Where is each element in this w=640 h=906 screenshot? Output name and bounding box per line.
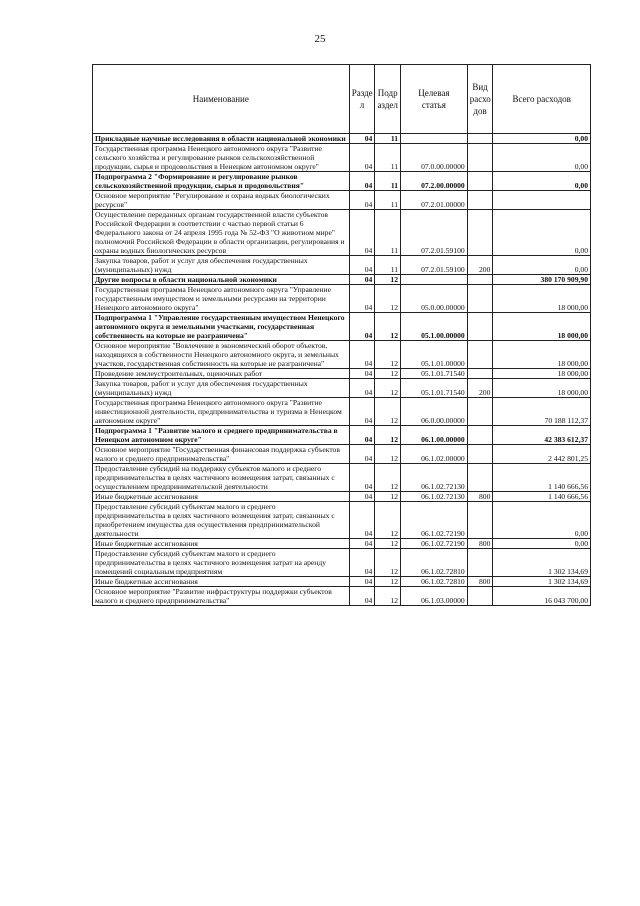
row-total: 18 000,00	[493, 341, 591, 369]
table-row	[93, 426, 591, 445]
header-expense-type: Вид расхо дов	[467, 65, 493, 134]
row-section: 04	[349, 549, 375, 577]
row-target	[401, 275, 468, 285]
row-name: Подпрограмма 1 "Развитие малого и среднего предпринимательства в Ненецком автономном округе"	[93, 426, 350, 445]
row-subsection: 12	[375, 275, 401, 285]
table-row	[93, 502, 591, 539]
row-expense-type	[467, 313, 493, 341]
table-row	[93, 134, 591, 144]
row-section: 04	[349, 398, 375, 426]
table-header-row	[93, 65, 591, 134]
header-section: Разде л	[349, 65, 375, 134]
row-total: 1 140 666,56	[493, 464, 591, 492]
row-expense-type	[467, 144, 493, 172]
table-row	[93, 539, 591, 549]
row-subsection: 11	[375, 210, 401, 256]
row-total: 2 442 801,25	[493, 445, 591, 464]
row-target: 06.1.02.72190	[401, 539, 468, 549]
row-expense-type	[467, 445, 493, 464]
row-name: Прикладные научные исследования в области национальной экономики	[93, 134, 350, 144]
row-expense-type	[467, 172, 493, 191]
row-total: 42 383 612,37	[493, 426, 591, 445]
row-target: 05.1.01.00000	[401, 341, 468, 369]
row-subsection: 12	[375, 341, 401, 369]
table-row	[93, 577, 591, 587]
row-subsection: 12	[375, 577, 401, 587]
row-name: Другие вопросы в области национальной экономики	[93, 275, 350, 285]
table-row	[93, 191, 591, 210]
table-row	[93, 256, 591, 275]
row-name: Предоставление субсидий субъектам малого и среднего предпринимательства в целях частичного возмещения затрат на аренду помещений социальным предприятиям	[93, 549, 350, 577]
row-subsection: 12	[375, 587, 401, 606]
row-expense-type	[467, 285, 493, 313]
row-subsection: 11	[375, 144, 401, 172]
row-section: 04	[349, 464, 375, 492]
row-target: 06.1.02.72190	[401, 502, 468, 539]
row-name: Иные бюджетные ассигнования	[93, 577, 350, 587]
row-section: 04	[349, 172, 375, 191]
table-row	[93, 445, 591, 464]
row-section: 04	[349, 275, 375, 285]
row-subsection: 11	[375, 134, 401, 144]
row-target: 06.1.02.72130	[401, 492, 468, 502]
row-name: Закупка товаров, работ и услуг для обеспечения государственных (муниципальных) нужд	[93, 256, 350, 275]
table-row	[93, 549, 591, 577]
row-name: Проведение землеустроительных, оценочных работ	[93, 369, 350, 379]
row-expense-type	[467, 369, 493, 379]
row-section: 04	[349, 341, 375, 369]
table-row	[93, 587, 591, 606]
row-target: 07.2.01.59100	[401, 210, 468, 256]
row-subsection: 12	[375, 285, 401, 313]
row-expense-type: 200	[467, 379, 493, 398]
row-name: Основное мероприятие "Вовлечение в экономический оборот объектов, находящихся в собственности Ненецкого автономного округа, и земельных участков, государственная собственность на которые не разграничена"	[93, 341, 350, 369]
row-total: 1 302 134,69	[493, 577, 591, 587]
row-target: 07.2.01.00000	[401, 191, 468, 210]
row-name: Основное мероприятие "Регулирование и охрана водных биологических ресурсов"	[93, 191, 350, 210]
row-total	[493, 191, 591, 210]
row-target: 06.1.03.00000	[401, 587, 468, 606]
row-section: 04	[349, 144, 375, 172]
row-section: 04	[349, 256, 375, 275]
table-row	[93, 341, 591, 369]
table-row	[93, 172, 591, 191]
row-target: 05.1.01.71540	[401, 379, 468, 398]
row-expense-type	[467, 426, 493, 445]
row-expense-type	[467, 275, 493, 285]
row-total: 0,00	[493, 172, 591, 191]
row-total: 0,00	[493, 539, 591, 549]
row-subsection: 12	[375, 502, 401, 539]
row-name: Государственная программа Ненецкого автономного округа "Развитие сельского хозяйства и регулирование рынков сельскохозяйственной продукции, сырья и продовольствия в Ненецком автономном округе"	[93, 144, 350, 172]
row-target: 05.1.00.00000	[401, 313, 468, 341]
row-total: 18 000,00	[493, 285, 591, 313]
row-target: 06.1.02.72130	[401, 464, 468, 492]
row-section: 04	[349, 191, 375, 210]
table-row	[93, 210, 591, 256]
table-row	[93, 313, 591, 341]
row-section: 04	[349, 445, 375, 464]
row-expense-type	[467, 398, 493, 426]
row-target: 06.0.00.00000	[401, 398, 468, 426]
table-row	[93, 398, 591, 426]
row-target	[401, 134, 468, 144]
row-target: 06.1.02.72810	[401, 549, 468, 577]
row-expense-type: 800	[467, 492, 493, 502]
budget-table	[92, 64, 591, 606]
row-subsection: 12	[375, 313, 401, 341]
row-target: 05.0.00.00000	[401, 285, 468, 313]
row-target: 06.1.02.72810	[401, 577, 468, 587]
row-name: Предоставление субсидий субъектам малого и среднего предпринимательства в целях частичного возмещения затрат, связанных с приобретением имущества для осуществления предпринимательской деятельности	[93, 502, 350, 539]
row-total: 1 302 134,69	[493, 549, 591, 577]
row-name: Подпрограмма 2 "Формирование и регулирование рынков сельскохозяйственной продукции, сырья и продовольствия"	[93, 172, 350, 191]
row-subsection: 12	[375, 398, 401, 426]
row-section: 04	[349, 210, 375, 256]
row-name: Закупка товаров, работ и услуг для обеспечения государственных (муниципальных) нужд	[93, 379, 350, 398]
row-target: 05.1.01.71540	[401, 369, 468, 379]
row-total: 1 140 666,56	[493, 492, 591, 502]
row-name: Основное мероприятие "Государственная финансовая поддержка субъектов малого и среднего предпринимательства"	[93, 445, 350, 464]
row-name: Иные бюджетные ассигнования	[93, 492, 350, 502]
row-total: 0,00	[493, 144, 591, 172]
row-section: 04	[349, 369, 375, 379]
row-expense-type	[467, 464, 493, 492]
row-expense-type	[467, 502, 493, 539]
row-expense-type: 800	[467, 577, 493, 587]
row-total: 380 170 909,90	[493, 275, 591, 285]
header-name: Наименование	[93, 65, 350, 134]
row-name: Иные бюджетные ассигнования	[93, 539, 350, 549]
row-total: 0,00	[493, 256, 591, 275]
row-expense-type	[467, 191, 493, 210]
table-row	[93, 285, 591, 313]
table-row	[93, 275, 591, 285]
table-row	[93, 492, 591, 502]
row-target: 06.1.00.00000	[401, 426, 468, 445]
row-subsection: 11	[375, 172, 401, 191]
row-expense-type: 800	[467, 539, 493, 549]
row-expense-type	[467, 341, 493, 369]
row-section: 04	[349, 379, 375, 398]
row-name: Подпрограмма 1 "Управление государственным имуществом Ненецкого автономного округа и земельными участками, государственная собственность на которые не разграничена"	[93, 313, 350, 341]
row-subsection: 12	[375, 426, 401, 445]
row-section: 04	[349, 313, 375, 341]
table-row	[93, 379, 591, 398]
row-total: 18 000,00	[493, 379, 591, 398]
row-subsection: 11	[375, 191, 401, 210]
row-section: 04	[349, 577, 375, 587]
header-total: Всего расходов	[493, 65, 591, 134]
row-total: 0,00	[493, 134, 591, 144]
row-name: Осуществление переданных органам государственной власти субъектов Российской Федерации в соответствии с частью первой статьи 6 Федерального закона от 24 апреля 1995 года № 52-ФЗ "О животном мире" полномочий Российской Федерации в области организации, регулирования и охраны водных биологических ресурсов	[93, 210, 350, 256]
row-section: 04	[349, 492, 375, 502]
row-target: 07.2.00.00000	[401, 172, 468, 191]
row-subsection: 12	[375, 464, 401, 492]
row-total: 0,00	[493, 502, 591, 539]
row-name: Предоставление субсидий на поддержку субъектов малого и среднего предпринимательства в целях частичного возмещения затрат, связанных с осуществлением предпринимательской деятельности	[93, 464, 350, 492]
row-subsection: 12	[375, 492, 401, 502]
row-expense-type	[467, 134, 493, 144]
row-section: 04	[349, 285, 375, 313]
table-row	[93, 464, 591, 492]
row-name: Государственная программа Ненецкого автономного округа "Управление государственным имуществом и земельными ресурсами на территории Ненецкого автономного округа"	[93, 285, 350, 313]
row-total: 0,00	[493, 210, 591, 256]
row-name: Основное мероприятие "Развитие инфраструктуры поддержки субъектов малого и среднего предпринимательства"	[93, 587, 350, 606]
row-subsection: 11	[375, 256, 401, 275]
row-expense-type	[467, 587, 493, 606]
header-target: Целевая статья	[401, 65, 468, 134]
row-subsection: 12	[375, 549, 401, 577]
row-subsection: 12	[375, 369, 401, 379]
row-total: 16 043 700,00	[493, 587, 591, 606]
row-section: 04	[349, 587, 375, 606]
row-section: 04	[349, 539, 375, 549]
row-section: 04	[349, 502, 375, 539]
header-subsection: Подр аздел	[375, 65, 401, 134]
row-total: 70 188 112,37	[493, 398, 591, 426]
row-section: 04	[349, 426, 375, 445]
row-target: 06.1.02.00000	[401, 445, 468, 464]
row-expense-type	[467, 549, 493, 577]
row-target: 07.0.00.00000	[401, 144, 468, 172]
row-subsection: 12	[375, 445, 401, 464]
row-subsection: 12	[375, 539, 401, 549]
table-row	[93, 144, 591, 172]
row-target: 07.2.01.59100	[401, 256, 468, 275]
row-subsection: 12	[375, 379, 401, 398]
row-total: 18 000,00	[493, 369, 591, 379]
page-number: 25	[314, 33, 326, 45]
row-section: 04	[349, 134, 375, 144]
row-expense-type: 200	[467, 256, 493, 275]
row-total: 18 000,00	[493, 313, 591, 341]
row-name: Государственная программа Ненецкого автономного округа "Развитие инвестиционной деятельности, предпринимательства и туризма в Ненецком автономном округе"	[93, 398, 350, 426]
row-expense-type	[467, 210, 493, 256]
table-row	[93, 369, 591, 379]
